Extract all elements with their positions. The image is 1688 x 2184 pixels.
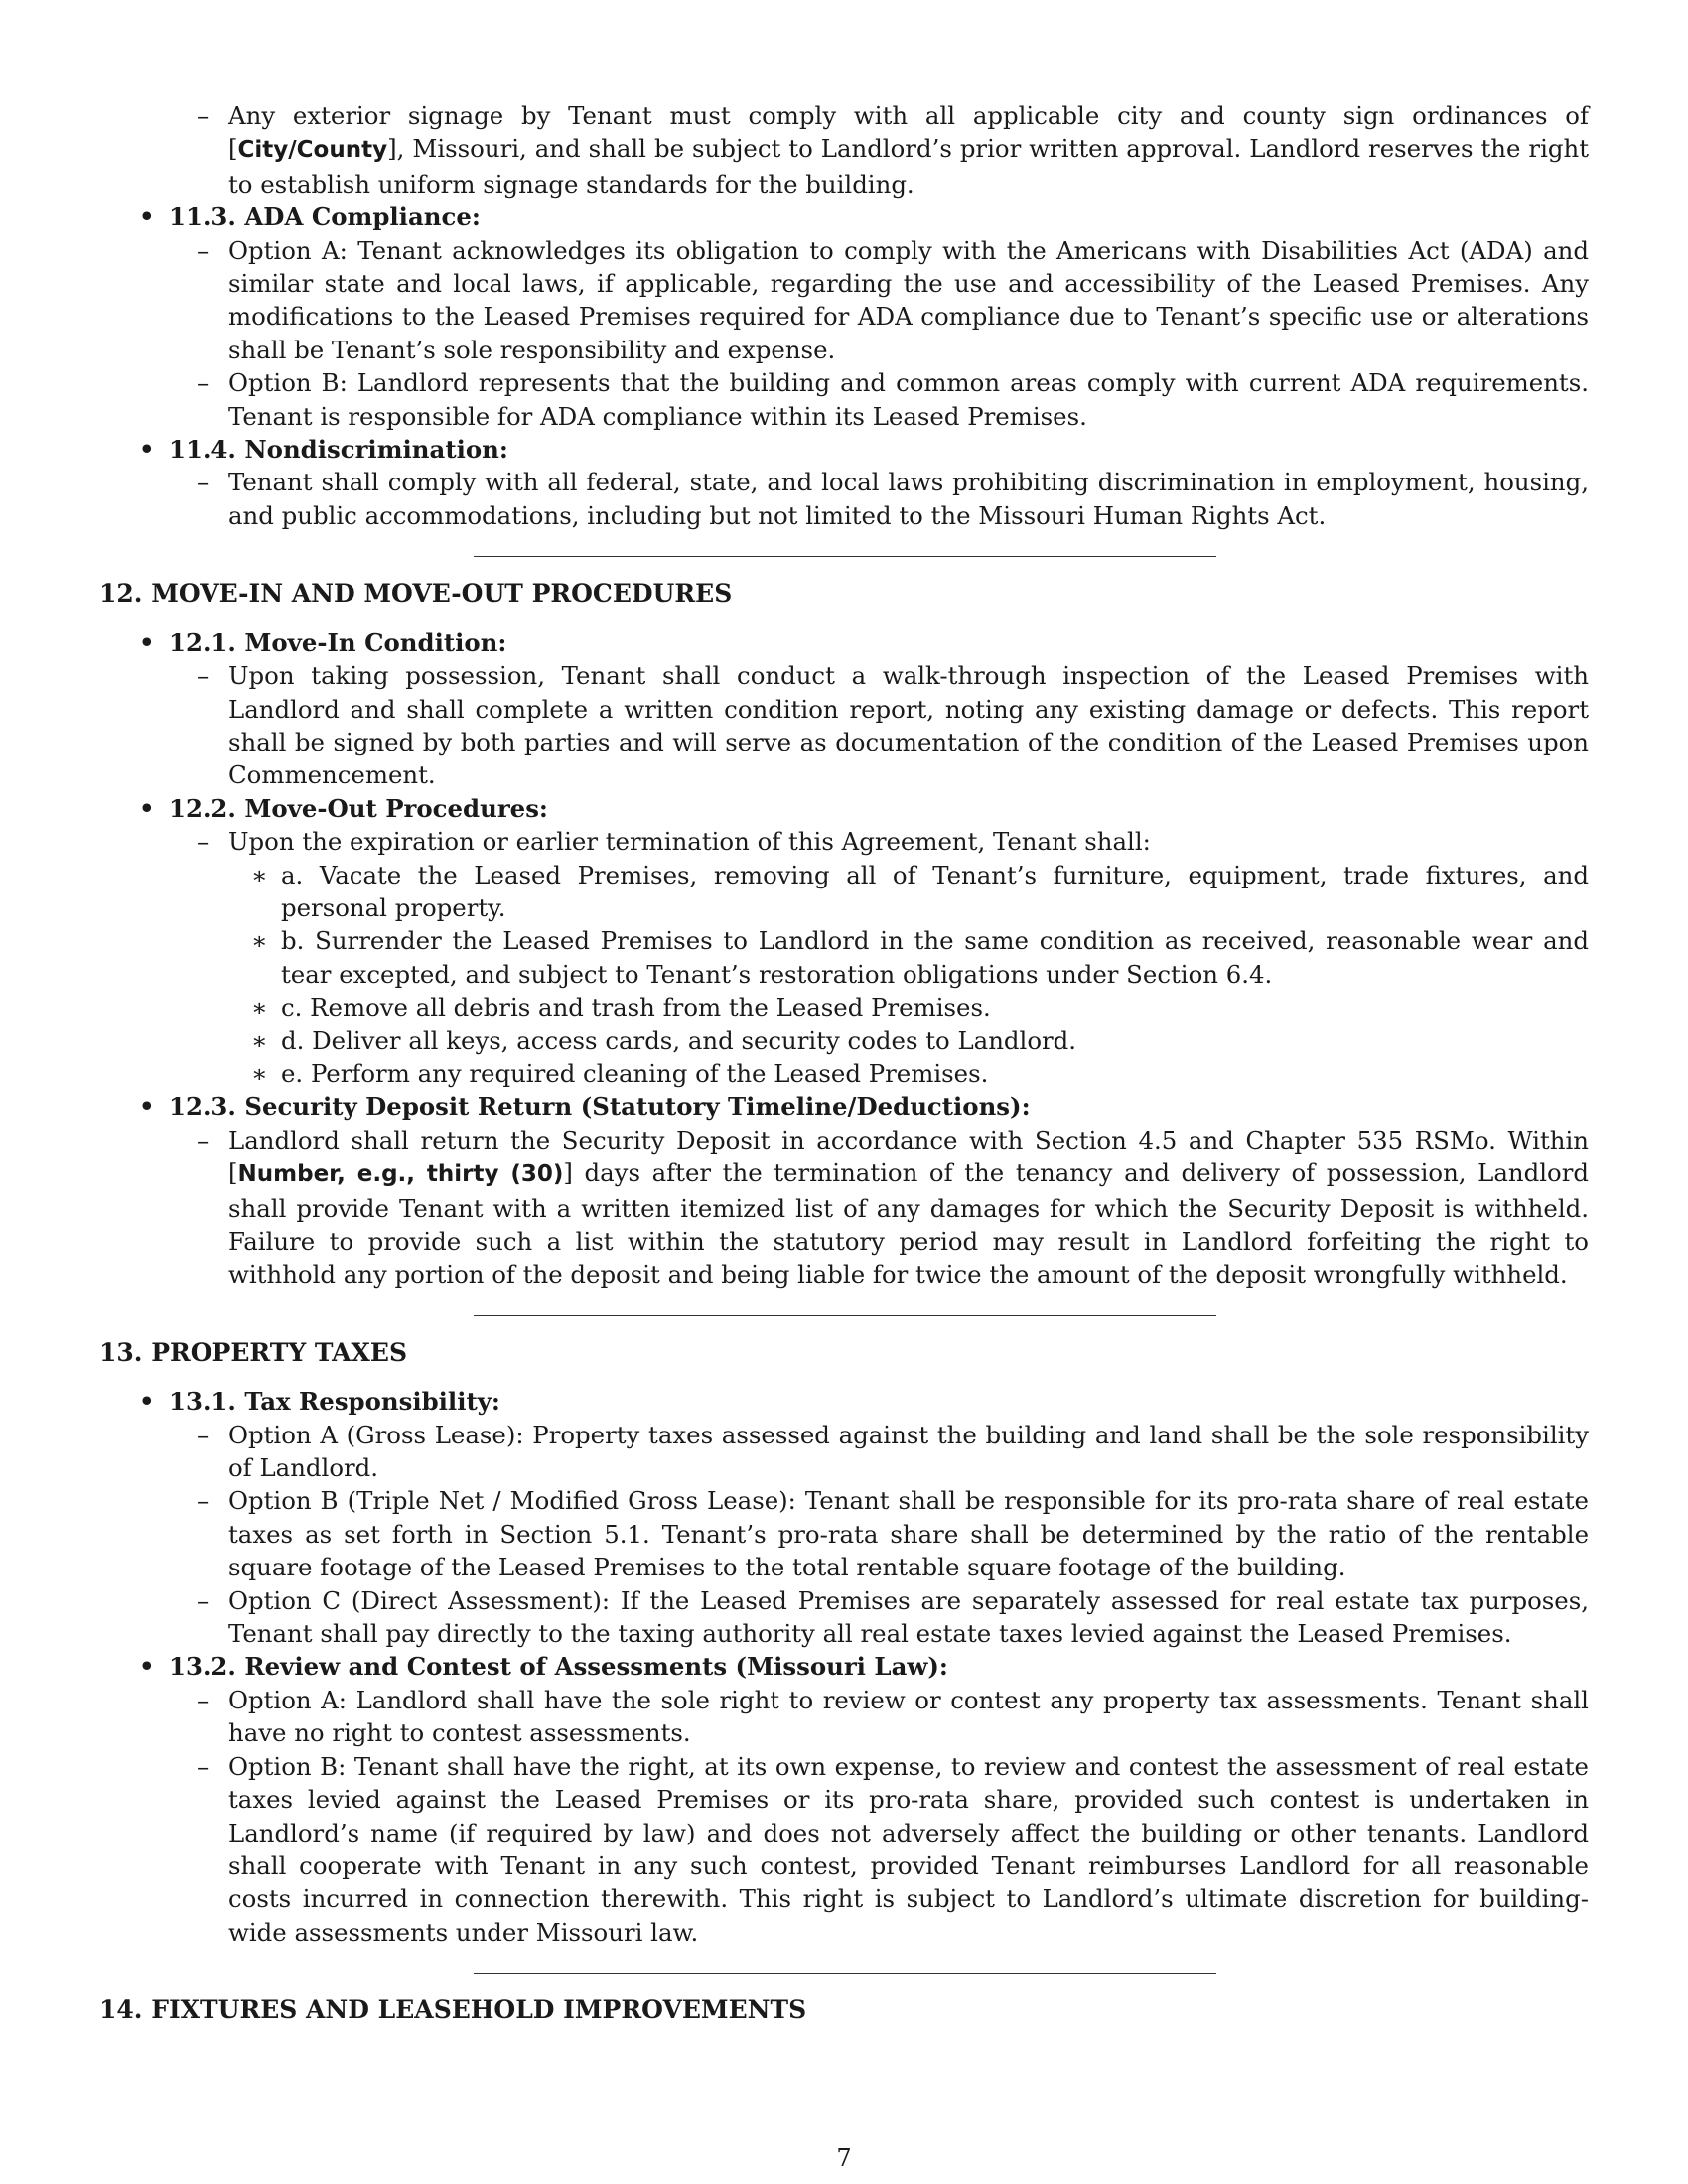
document-page <box>99 99 1589 2027</box>
deposit-heading: • 12.3. Security Deposit Return (Statutory Timeline/Deductions): <box>99 1090 1589 1123</box>
move-out-item: ∗ b. Surrender the Leased Premises to Landlord in the same condition as received, reasonable wear and tear excepted, and subject to Tenant’s restoration obligations under Section 6.4. <box>99 924 1589 991</box>
section-divider <box>474 1973 1216 1974</box>
move-out-intro: – Upon the expiration or earlier termination of this Agreement, Tenant shall: <box>99 825 1589 858</box>
move-out-item: ∗ d. Deliver all keys, access cards, and security codes to Landlord. <box>99 1024 1589 1057</box>
move-out-item: ∗ c. Remove all debris and trash from the Leased Premises. <box>99 991 1589 1024</box>
review-option-a: – Option A: Landlord shall have the sole right to review or contest any property tax assessments. Tenant shall have no right to contest assessments. <box>99 1684 1589 1750</box>
ada-option-a: – Option A: Tenant acknowledges its obligation to comply with the Americans with Disabilities Act (ADA) and similar state and local laws, if applicable, regarding the use and accessibility of the Leased Premises. Any modifications to the Leased Premises required for ADA compliance due to Tenant’s specific use or alterations shall be Tenant’s sole responsibility and expense. <box>99 234 1589 367</box>
page-number: 7 <box>836 2144 852 2172</box>
move-in-text: – Upon taking possession, Tenant shall conduct a walk-through inspection of the Leased Premises with Landlord and shall complete a written condition report, noting any existing damage or defects. This report shall be signed by both parties and will serve as documentation of the condition of the Leased Premises upon Commencement. <box>99 659 1589 792</box>
ada-heading: • 11.3. ADA Compliance: <box>99 201 1589 233</box>
tax-option-a: – Option A (Gross Lease): Property taxes assessed against the building and land shall be the sole responsibility of Landlord. <box>99 1419 1589 1485</box>
placeholder-city-county: City/County <box>237 137 388 164</box>
deposit-text: – Landlord shall return the Security Deposit in accordance with Section 4.5 and Chapter 535 RSMo. Within [Number, e.g., thirty (30)] days after the termination of the tenancy and delivery of possession, Landlord shall provide Tenant with a written itemized list of any damages for which the Security Deposit is withheld. Failure to provide such a list within the statutory period may result in Landlord forfeiting the right to withhold any portion of the deposit and being liable for twice the amount of the deposit wrongfully withheld. <box>99 1124 1589 1292</box>
review-contest-heading: • 13.2. Review and Contest of Assessments (Missouri Law): <box>99 1650 1589 1683</box>
placeholder-number-days: Number, e.g., thirty (30) <box>237 1161 564 1188</box>
move-in-heading: • 12.1. Move-In Condition: <box>99 626 1589 659</box>
review-option-b: – Option B: Tenant shall have the right, at its own expense, to review and contest the assessment of real estate taxes levied against the Leased Premises or its pro-rata share, provided such contest is undertaken in Landlord’s name (if required by law) and does not adversely affect the building or other tenants. Landlord shall cooperate with Tenant in any such contest, provided Tenant reimburses Landlord for all reasonable costs incurred in connection therewith. This right is subject to Landlord’s ultimate discretion for building-wide assessments under Missouri law. <box>99 1750 1589 1949</box>
section-14-title: 14. FIXTURES AND LEASEHOLD IMPROVEMENTS <box>99 1995 807 2025</box>
signage-clause: – Any exterior signage by Tenant must comply with all applicable city and county sign ordinances of [City/County], Missouri, and shall be subject to Landlord’s prior written approval. Landlord reserves the right to establish uniform signage standards for the building. <box>99 99 1589 201</box>
move-out-heading: • 12.2. Move-Out Procedures: <box>99 792 1589 825</box>
section-divider <box>474 556 1216 557</box>
tax-responsibility-heading: • 13.1. Tax Responsibility: <box>99 1385 1589 1418</box>
tax-option-c: – Option C (Direct Assessment): If the Leased Premises are separately assessed for real estate tax purposes, Tenant shall pay directly to the taxing authority all real estate taxes levied against the Leased Premises. <box>99 1584 1589 1651</box>
section-13-title: 13. PROPERTY TAXES <box>99 1337 408 1367</box>
section-divider <box>474 1315 1216 1316</box>
nondiscrimination-heading: • 11.4. Nondiscrimination: <box>99 433 1589 466</box>
ada-option-b: – Option B: Landlord represents that the building and common areas comply with current ADA requirements. Tenant is responsible for ADA compliance within its Leased Premises. <box>99 366 1589 433</box>
move-out-item: ∗ a. Vacate the Leased Premises, removing all of Tenant’s furniture, equipment, trade fixtures, and personal property. <box>99 859 1589 925</box>
section-12-title: 12. MOVE-IN AND MOVE-OUT PROCEDURES <box>99 579 733 609</box>
move-out-item: ∗ e. Perform any required cleaning of the Leased Premises. <box>99 1057 1589 1090</box>
nondiscrimination-text: – Tenant shall comply with all federal, state, and local laws prohibiting discrimination in employment, housing, and public accommodations, including but not limited to the Missouri Human Rights Act. <box>99 466 1589 532</box>
tax-option-b: – Option B (Triple Net / Modified Gross Lease): Tenant shall be responsible for its pro-rata share of real estate taxes as set forth in Section 5.1. Tenant’s pro-rata share shall be determined by the ratio of the rentable square footage of the Leased Premises to the total rentable square footage of the building. <box>99 1484 1589 1583</box>
